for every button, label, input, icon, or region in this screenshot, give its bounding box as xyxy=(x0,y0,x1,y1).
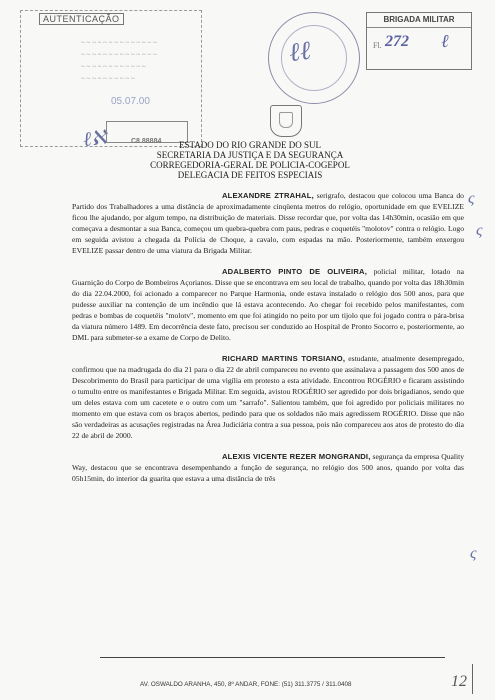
brigada-sheet-number: 272 xyxy=(385,33,409,50)
document-body xyxy=(72,190,464,494)
footer-rule xyxy=(100,657,445,658)
margin-handwritten-mark: ς xyxy=(470,545,477,562)
brigada-militar-stamp xyxy=(366,12,472,70)
brigada-rubric: ℓ xyxy=(441,31,449,51)
stamp-faded-text: ~ ~ ~ ~ ~ ~ ~ ~ ~ ~ ~ ~ ~ ~ xyxy=(81,51,157,59)
witness-name: RICHARD MARTINS TORSIANO, xyxy=(222,354,346,363)
testimony-text: estudante, atualmente desempregado, confirmou que na madrugada do dia 21 para o dia 22 de abril compareceu no evento que assinalava a passagem dos 500 anos de Descobrimento do Brasil para participar de uma vigília em protesto a esta atividade. Encontrou ROGÉRIO e ficaram assistindo o tumulto entre os manifestantes e Brigada Militar. Em seguida, avistou ROGÉRIO ser agredido por dois brigadianos, sendo que um deles estava com um cacetete e o outro com um "sarrafo". Salientou também, que foi agredido por policiais militares no momento em que estava com os braços abertos, pedindo para que os soldados não mais agredissem ROGÉRIO. Disse que não são verdadeiras as acusações registradas na Área Judiciária contra a sua pessoa, pois não compareceu aos atos de protesto do dia 22 de abril de 2000. xyxy=(72,354,464,440)
seal-signature: ℓℓ xyxy=(287,35,313,68)
header-state: ESTADO DO RIO GRANDE DO SUL xyxy=(178,140,322,150)
stamp-faded-text: ~ ~ ~ ~ ~ ~ ~ ~ ~ ~ ~ ~ ~ ~ xyxy=(81,39,157,47)
witness-name: ALEXIS VICENTE REZER MONGRANDI, xyxy=(222,452,371,461)
margin-handwritten-mark: ς xyxy=(476,222,483,239)
footer-address: AV. OSWALDO ARANHA, 450, 8º ANDAR, FONE: (51) 311.3775 / 311.0408 xyxy=(140,681,352,688)
stamp-faded-text: ~ ~ ~ ~ ~ ~ ~ ~ ~ ~ xyxy=(81,75,135,83)
testimony-paragraph xyxy=(72,266,464,343)
witness-name: ALEXANDRE ZTRAHAL, xyxy=(222,191,314,200)
margin-handwritten-mark: ς xyxy=(468,190,475,207)
authentication-stamp xyxy=(20,10,202,152)
page-number: 12 xyxy=(451,673,467,690)
testimony-paragraph xyxy=(72,190,464,256)
testimony-paragraph xyxy=(72,451,464,484)
witness-name: ADALBERTO PINTO DE OLIVEIRA, xyxy=(222,267,368,276)
header-corregedoria: CORREGEDORIA-GERAL DE POLICIA-COGEPOL xyxy=(150,160,350,170)
testimony-text: segurança da empresa Quality Way, destacou que se encontrava desempenhando a função de segurança, no relógio dos 500 anos, quando por volta das 05h15min, do interior da guarita que estava a uma distância de três xyxy=(72,452,465,483)
header-delegacia: DELEGACIA DE FEITOS ESPECIAIS xyxy=(177,170,323,180)
authentication-stamp-title: AUTENTICAÇÃO xyxy=(39,13,124,25)
round-official-seal xyxy=(268,12,360,104)
brigada-stamp-header: BRIGADA MILITAR xyxy=(367,13,471,28)
header-secretariat: SECRETARIA DA JUSTIÇA E DA SEGURANÇA xyxy=(156,150,344,160)
page-number-mark xyxy=(472,664,473,694)
testimony-text: serigrafo, destacou que colocou uma Banca do Partido dos Trabalhadores a uma distância de aproximadamente cinqüenta metros do relógio, oportunidade em que EVELIZE ficou lhe ajudando, por algum tempo, na distribuição de materiais. Disse recordar que, por volta das 14h30min, ocasião em que começava a desmontar a sua Banca, começou um quebra-quebra com paus, pedras e coquetéis "molotov" contra o relógio. Logo em seguida avistou a chegada da Polícia de Choque, a cavalo, com espadas na mão. Posteriormente, também enxergou EVELIZE passar dentro de uma viatura da Brigada Militar. xyxy=(72,191,464,255)
brigada-stamp-prefix: Fl. xyxy=(373,41,382,50)
document-header xyxy=(150,140,350,180)
authentication-date: 05.07.00 xyxy=(111,96,150,107)
handwritten-signature: ℓℵ xyxy=(81,126,108,152)
testimony-paragraph xyxy=(72,353,464,441)
testimony-text: policial militar, lotado na Guarnição do Corpo de Bombeiros Açorianos. Disse que se encontrava em seu local de trabalho, quando por volta das 18h30min do dia 22.04.2000, foi acionado a comparecer no Parque Harmonia, onde estava instalado o relógio dos 500 anos, para que pudesse auxiliar na contenção de um incêndio que lá estava acontecendo. Ao chegar foi recebido pelos manifestantes, com pedras e bombas de coquetéis "molotv", momento em que foi atingido no peito por um tijolo que foi jogado contra o pára-brisa da viatura número 1489. Em decorrência deste fato, precisou ser conduzido ao Hospital de Pronto Socorro e, posteriormente, ao DML para submeter-se a exame de Corpo de Delito. xyxy=(72,267,464,342)
signature-box-label: C8 88884 xyxy=(131,138,162,145)
state-crest-icon xyxy=(270,105,302,137)
stamp-faded-text: ~ ~ ~ ~ ~ ~ ~ ~ ~ ~ ~ ~ xyxy=(81,63,146,71)
